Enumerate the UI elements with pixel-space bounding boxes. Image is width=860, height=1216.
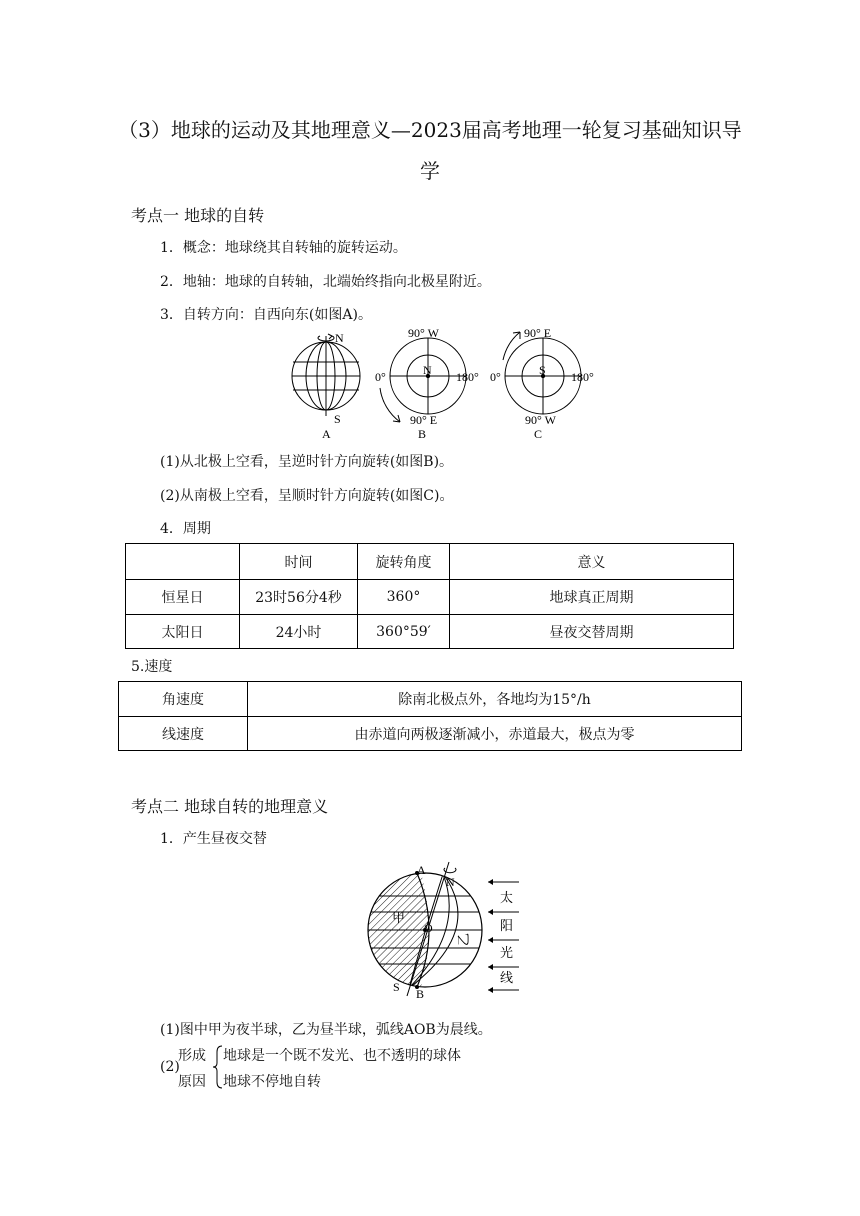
section1-item-1: 1．概念：地球绕其自转轴的旋转运动。 [160,240,407,256]
sun-char-3: 光 [500,945,514,960]
b-right-label: 180° [456,370,479,384]
table-row [126,544,734,580]
table-cell: 恒星日 [126,580,240,615]
table-cell: 太阳日 [126,615,240,649]
point-s-label: S [393,980,400,994]
note2-left-top: 形成 [178,1048,206,1064]
table-row [126,580,734,615]
figure-b-caption: B [418,427,427,441]
point-b-label: B [416,987,425,1001]
globe [355,860,505,1001]
section2-item-1: 1．产生昼夜交替 [160,831,267,847]
polar-view-b [375,326,479,441]
table-header-cell: 时间 [240,544,358,580]
section1-item-3: 3．自转方向：自西向东(如图A)。 [160,307,372,323]
sun-char-1: 太 [500,890,514,905]
table-row [119,682,742,717]
table-cell: 线速度 [119,717,248,751]
c-top-label: 90° E [524,326,552,340]
point-a-label: A [417,863,426,877]
point-n-label: N [446,875,455,889]
c-left-label: 0° [490,370,501,384]
c-right-label: 180° [571,370,594,384]
table-row [119,717,742,751]
day-night-figure [355,860,530,1005]
table-row [126,615,734,649]
table-header-cell: 意义 [450,544,734,580]
rotation-figure [280,326,610,444]
globe-a [292,331,360,441]
section1-heading: 考点一 地球的自转 [131,206,265,225]
section1-note-1: (1)从北极上空看，呈逆时针方向旋转(如图B)。 [160,454,454,470]
section2-heading: 考点二 地球自转的地理意义 [131,797,329,816]
speed-table [118,681,742,751]
table-header-cell: 旋转角度 [358,544,450,580]
page-title-line2: 学 [420,159,440,183]
b-center-label: N [423,363,432,377]
period-table [125,543,734,649]
table-cell: 角速度 [119,682,248,717]
table-cell: 360°59′ [358,615,450,649]
b-left-label: 0° [375,370,386,384]
sun-char-4: 线 [500,970,514,985]
globe-a-s-label: S [334,412,341,426]
figure-a-caption: A [322,427,331,441]
page-title-line1: （3）地球的运动及其地理意义—2023届高考地理一轮复习基础知识导 [118,118,742,142]
table-cell: 由赤道向两极逐渐减小，赤道最大，极点为零 [248,717,742,751]
sunlight-arrows [488,879,519,993]
speed-heading: 5.速度 [131,659,173,675]
table-cell: 除南北极点外，各地均为15°/h [248,682,742,717]
section1-item-2: 2．地轴：地球的自转轴，北端始终指向北极星附近。 [160,274,491,290]
section2-note-1: (1)图中甲为夜半球，乙为昼半球，弧线AOB为晨线。 [160,1022,492,1038]
globe-a-n-label: N [335,331,344,345]
c-center-label: S [539,363,546,377]
note2-left-bottom: 原因 [178,1074,206,1090]
period-heading: 4．周期 [160,521,211,537]
table-header-cell [126,544,240,580]
table-cell: 23时56分4秒 [240,580,358,615]
note2-line-2: 地球不停地自转 [223,1074,321,1090]
note2-line-1: 地球是一个既不发光、也不透明的球体 [223,1048,461,1064]
c-bottom-label: 90° W [525,413,556,427]
sun-char-2: 阳 [500,918,514,933]
figure-c-caption: C [534,427,543,441]
note2-prefix: (2) [160,1059,180,1075]
table-cell: 360° [358,580,450,615]
polar-view-c [490,326,594,441]
label-jia: 甲 [392,910,406,925]
b-top-label: 90° W [408,326,439,340]
b-bottom-label: 90° E [410,413,438,427]
point-o-label: O [424,921,433,935]
table-cell: 昼夜交替周期 [450,615,734,649]
table-cell: 24小时 [240,615,358,649]
label-yi: 乙 [456,932,471,946]
section1-note-2: (2)从南极上空看，呈顺时针方向旋转(如图C)。 [160,488,454,504]
table-cell: 地球真正周期 [450,580,734,615]
